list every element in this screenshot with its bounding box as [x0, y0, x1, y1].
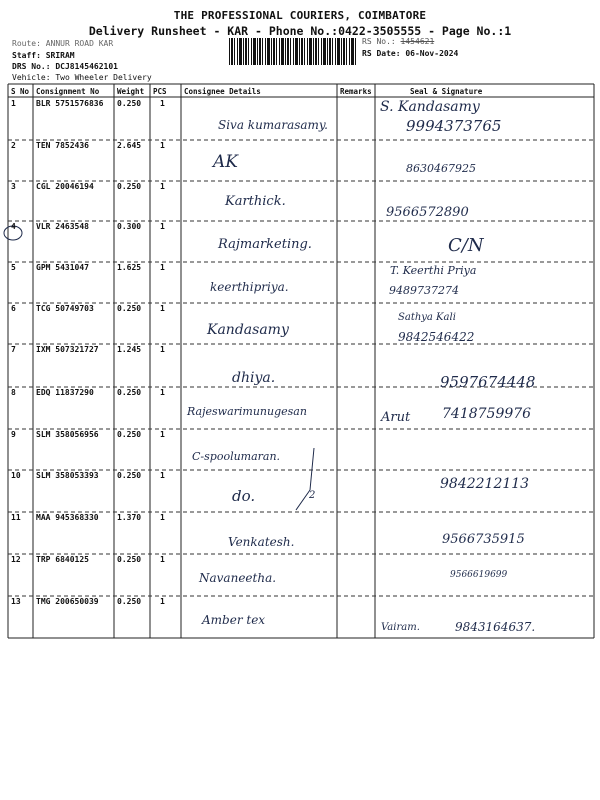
consignee-handwriting: Kandasamy	[207, 322, 289, 338]
row-consignment-no: TMG 200650039	[36, 597, 99, 606]
consignee-handwriting: Venkatesh.	[228, 535, 295, 549]
col-header-consignee: Consignee Details	[184, 87, 261, 96]
row-sno: 9	[11, 430, 16, 439]
row-consignment-no: BLR 5751576836	[36, 99, 104, 108]
signature-name: C/N	[448, 235, 484, 256]
row-consignment-no: TCG 50749703	[36, 304, 94, 313]
runsheet-subtitle: Delivery Runsheet - KAR - Phone No.:0422-3505555 - Page No.:1	[88, 24, 512, 38]
row-consignment-no: CGL 20046194	[36, 182, 94, 191]
staff-line: Staff: SRIRAM	[12, 51, 75, 60]
row-consignment-no: MAA 945368330	[36, 513, 99, 522]
row-pcs: 1	[160, 182, 165, 191]
consignee-handwriting: keerthipriya.	[210, 280, 289, 294]
row-consignment-no: EDQ 11837290	[36, 388, 94, 397]
consignee-handwriting: do.	[232, 487, 256, 505]
drs-number: DRS No.: DCJ8145462101	[12, 62, 118, 71]
signature-phone: 9843164637.	[455, 620, 536, 634]
signature-phone: 9566572890	[386, 205, 469, 220]
row-pcs: 1	[160, 597, 165, 606]
signature-phone: 9566735915	[442, 532, 525, 547]
row-sno: 12	[11, 555, 21, 564]
row-consignment-no: TEN 7852436	[36, 141, 89, 150]
row-weight: 0.250	[117, 471, 142, 480]
signature-phone: 9842212113	[440, 476, 530, 492]
row-pcs: 1	[160, 222, 165, 231]
row-pcs: 1	[160, 430, 165, 439]
row-weight: 0.250	[117, 99, 142, 108]
consignee-handwriting: C-spoolumaran.	[192, 450, 281, 463]
row-weight: 0.300	[117, 222, 142, 231]
row-pcs: 1	[160, 141, 165, 150]
row-consignment-no: VLR 2463548	[36, 222, 89, 231]
row-weight: 0.250	[117, 182, 142, 191]
signature-phone: 8630467925	[406, 162, 476, 175]
company-title: THE PROFESSIONAL COURIERS, COIMBATORE	[173, 9, 427, 22]
row-pcs: 1	[160, 513, 165, 522]
col-header-sno: S No	[11, 87, 30, 96]
row-consignment-no: GPM 5431047	[36, 263, 89, 272]
row-weight: 1.370	[117, 513, 142, 522]
signature-name: Arut	[381, 410, 411, 425]
row-weight: 0.250	[117, 430, 142, 439]
row-pcs: 1	[160, 304, 165, 313]
row-weight: 0.250	[117, 555, 142, 564]
row-weight: 0.250	[117, 597, 142, 606]
signature-name: S. Kandasamy	[380, 99, 480, 115]
row-weight: 0.250	[117, 304, 142, 313]
col-header-signature: Seal & Signature	[410, 87, 483, 96]
signature-phone: 9566619699	[450, 570, 508, 580]
row-sno: 10	[11, 471, 21, 480]
row-pcs: 1	[160, 555, 165, 564]
consignee-handwriting: dhiya.	[232, 370, 276, 386]
row-sno: 3	[11, 182, 16, 191]
row-sno: 7	[11, 345, 16, 354]
row-sno: 2	[11, 141, 16, 150]
row-sno: 11	[11, 513, 21, 522]
consignee-handwriting: Rajmarketing.	[218, 237, 312, 252]
signature-phone: 9489737274	[389, 284, 459, 297]
row-consignment-no: IXM 507321727	[36, 345, 99, 354]
rs-number-value: 1454621	[400, 37, 435, 46]
row-pcs: 1	[160, 263, 165, 272]
rs-number	[362, 37, 434, 46]
row-sno: 5	[11, 263, 16, 272]
row-pcs: 1	[160, 99, 165, 108]
col-header-pcs: PCS	[153, 87, 167, 96]
row-weight: 0.250	[117, 388, 142, 397]
row-sno: 8	[11, 388, 16, 397]
row-consignment-no: SLM 358053393	[36, 471, 99, 480]
row-consignment-no: SLM 358056956	[36, 430, 99, 439]
col-header-weight: Weight	[117, 87, 145, 96]
consignee-handwriting: Karthick.	[225, 194, 286, 209]
consignee-handwriting: Amber tex	[202, 613, 266, 627]
consignee-handwriting: AK	[213, 152, 238, 172]
signature-phone: 7418759976	[442, 406, 532, 422]
rs-date: RS Date: 06-Nov-2024	[362, 49, 459, 58]
ditto-mark: 2	[309, 490, 316, 501]
route-line: Route: ANNUR ROAD KAR	[12, 39, 114, 48]
signature-phone: 9842546422	[398, 330, 475, 344]
signature-phone: 9994373765	[406, 117, 502, 135]
signature-name: Sathya Kali	[398, 312, 456, 323]
row-sno: 13	[11, 597, 21, 606]
row-pcs: 1	[160, 345, 165, 354]
row-pcs: 1	[160, 471, 165, 480]
row-consignment-no: TRP 6840125	[36, 555, 89, 564]
col-header-remarks: Remarks	[340, 87, 372, 96]
barcode-image	[229, 38, 357, 65]
signature-name: T. Keerthi Priya	[390, 264, 477, 277]
signature-phone: 9597674448	[440, 373, 536, 391]
col-header-consignment: Consignment No	[36, 87, 100, 96]
consignee-handwriting: Siva kumarasamy.	[218, 118, 328, 132]
row-sno: 4	[11, 222, 16, 231]
consignee-handwriting: Navaneetha.	[199, 571, 277, 585]
row-weight: 2.645	[117, 141, 142, 150]
vehicle-line: Vehicle: Two Wheeler Delivery	[12, 73, 152, 82]
signature-name: Vairam.	[381, 622, 420, 633]
row-sno: 6	[11, 304, 16, 313]
row-weight: 1.245	[117, 345, 142, 354]
row-pcs: 1	[160, 388, 165, 397]
row-sno: 1	[11, 99, 16, 108]
consignee-handwriting: Rajeswarimunugesan	[187, 405, 307, 418]
rs-number-label: RS No.:	[362, 37, 396, 46]
row-weight: 1.625	[117, 263, 142, 272]
